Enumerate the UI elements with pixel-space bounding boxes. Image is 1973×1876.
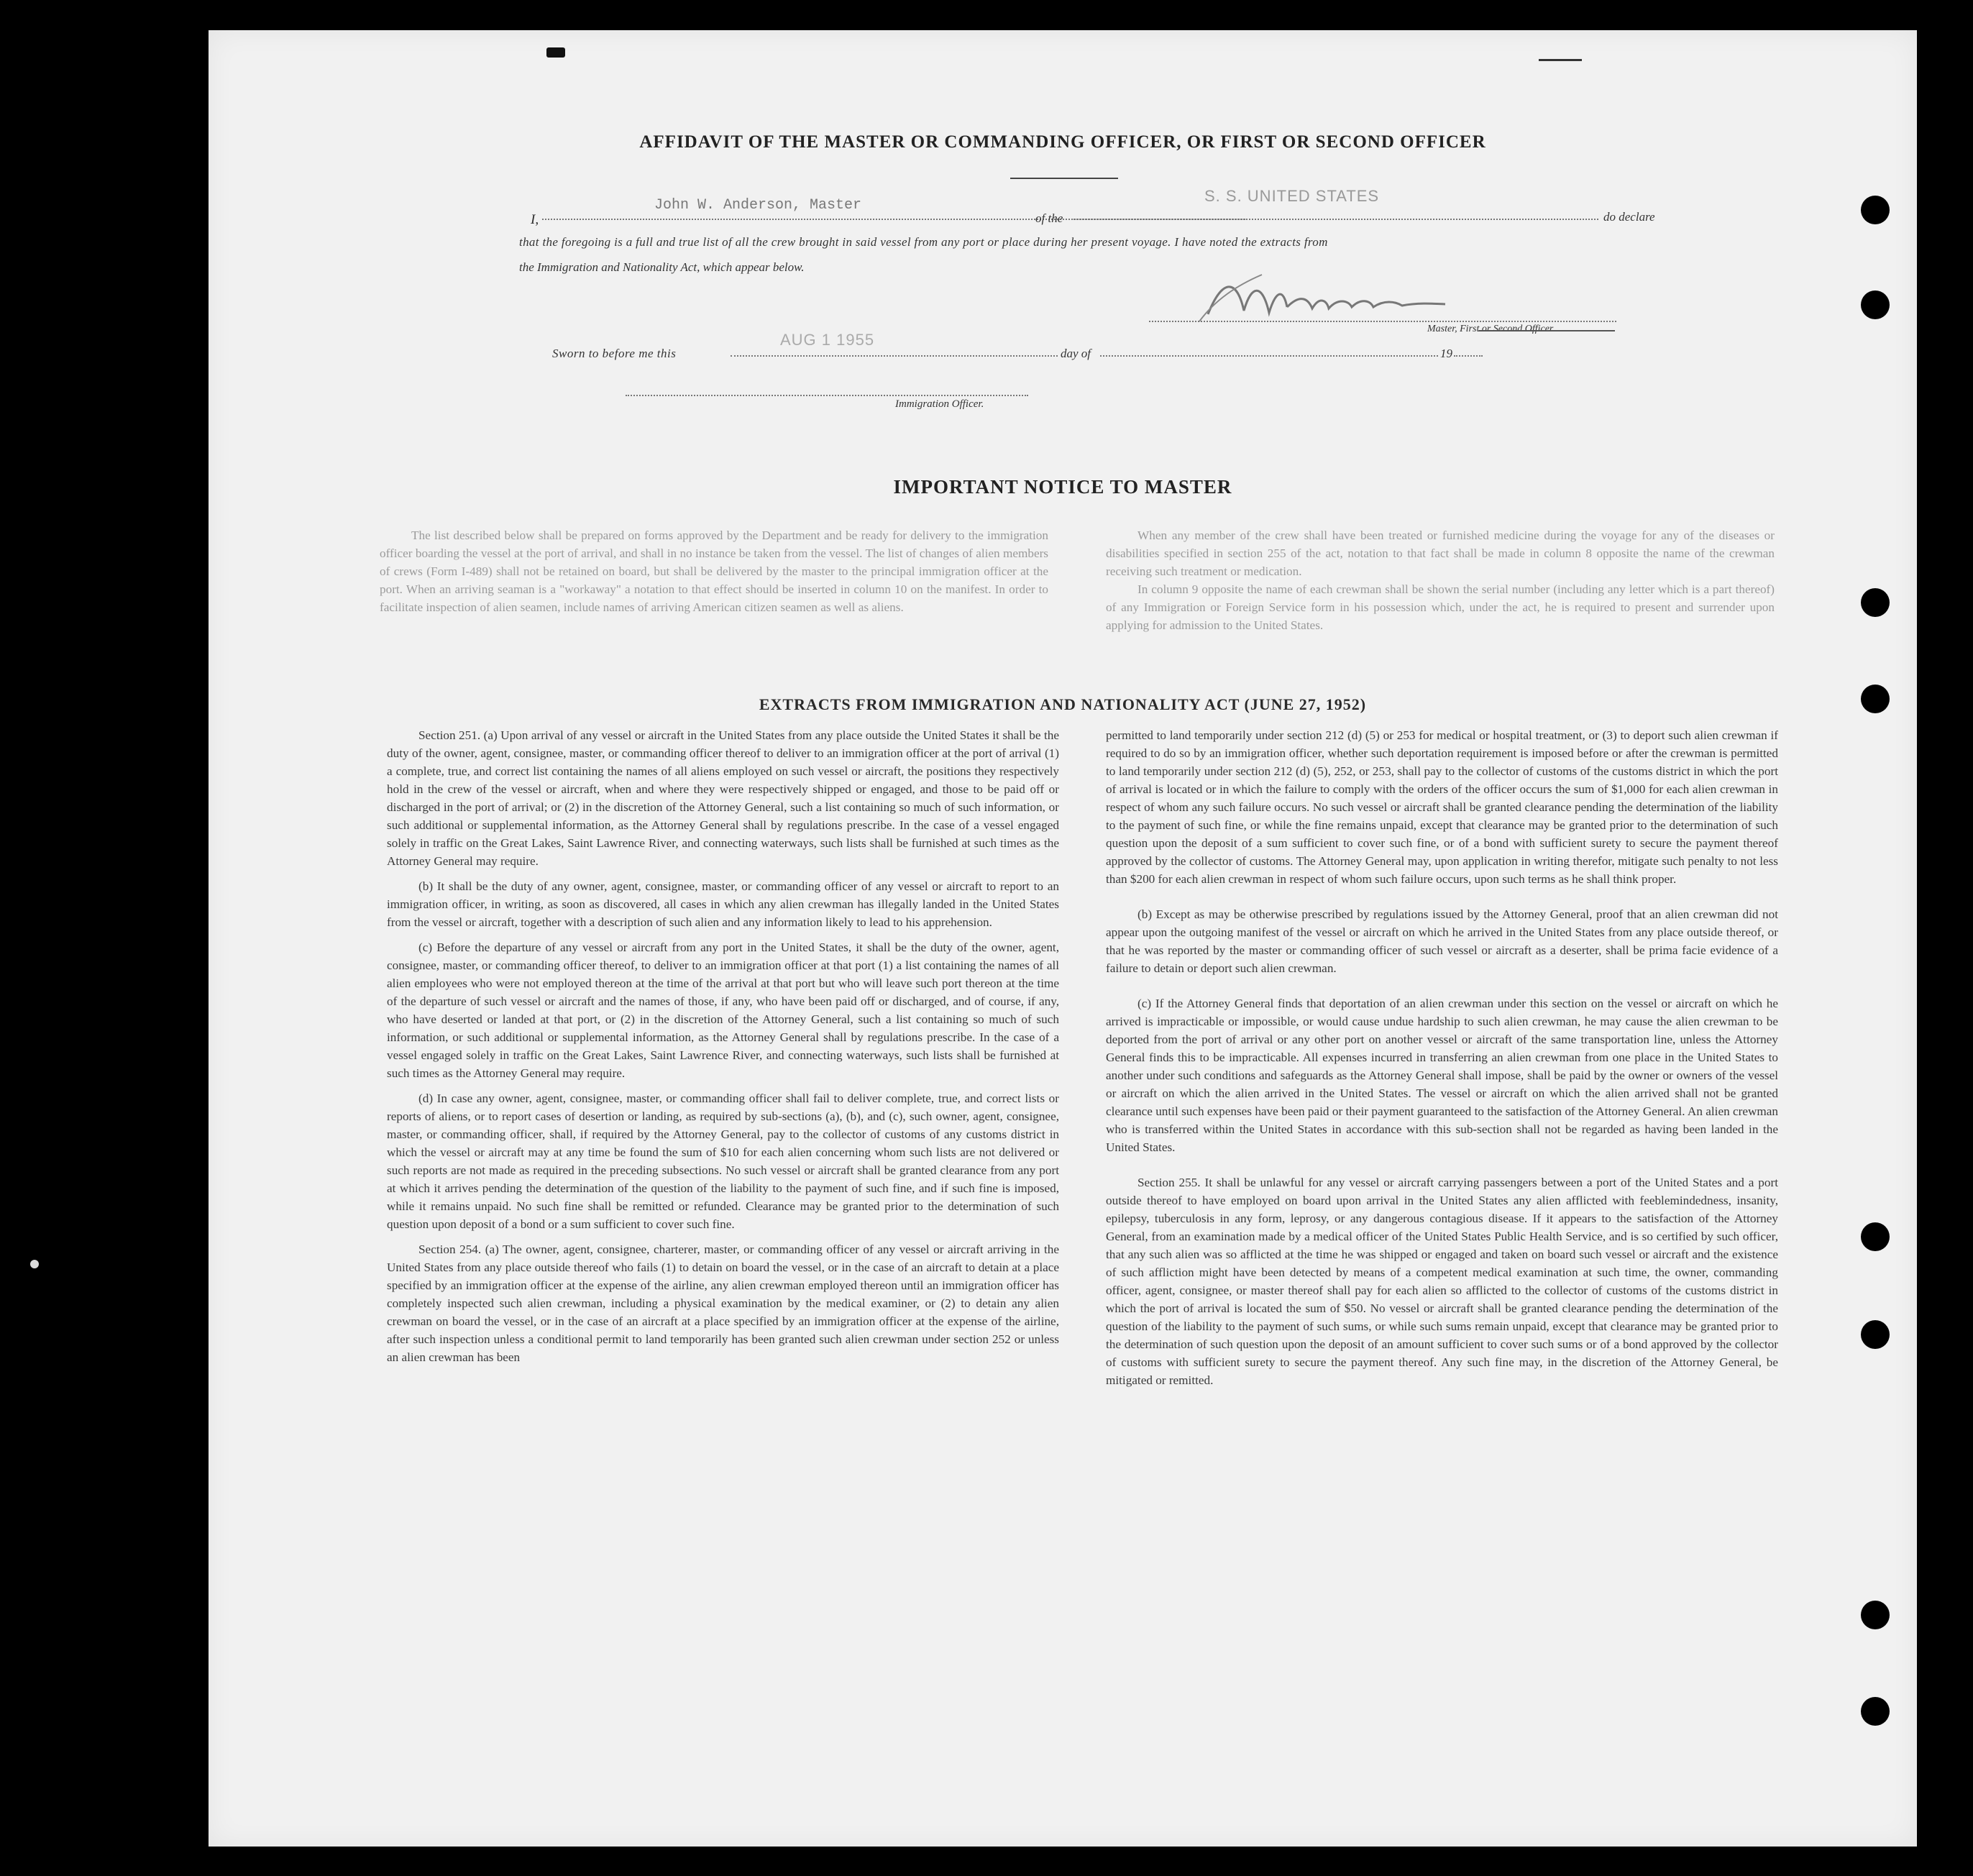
extracts-left-column xyxy=(387,726,1059,1373)
master-signature xyxy=(1194,271,1452,329)
notice-right-text-1: When any member of the crew shall have been treated or furnished medicine during the voyage for any of the diseases or disabilities specified in section 255 of the act, notation to that fact shall be made in column 8 opposite the name of the crewman receiving such treatment or medication. xyxy=(1106,529,1775,578)
corner-mark-right xyxy=(1539,59,1582,61)
day-of-line xyxy=(1100,355,1438,357)
statement-line-1: that the foregoing is a full and true list of all the crew brought in said vessel from any port or place during her present voyage. I have noted the extracts from xyxy=(519,235,1328,249)
officer-signature-line xyxy=(626,395,1028,396)
year-line xyxy=(1454,355,1483,357)
vessel-line xyxy=(1074,219,1598,220)
day-of-label: day of xyxy=(1061,347,1091,360)
extracts-title: EXTRACTS FROM IMMIGRATION AND NATIONALITY ACT (JUNE 27, 1952) xyxy=(759,695,1367,713)
sworn-date-stamp: AUG 1 1955 xyxy=(780,331,875,349)
section-251-b: (b) It shall be the duty of any owner, agent, consignee, master, or commanding officer of any vessel or aircraft to report to an immigration officer, in writing, as soon as discovered, all cases in which any alien crewman has illegally landed in the United States from the vessel or aircraft, together with a description of such alien and any information likely to lead to his apprehension. xyxy=(387,879,1059,929)
section-254-b: (b) Except as may be otherwise prescribed by regulations issued by the Attorney General, proof that an alien crewman did not appear upon the outgoing manifest of the vessel or aircraft on which he arrived in the United States from any place outside thereof, or that he was reported by the master or commanding officer of such vessel or aircraft as a deserter, shall be prima facie evidence of a failure to detain or deport such alien crewman. xyxy=(1106,907,1778,975)
corner-mark-left xyxy=(546,47,565,58)
master-name-field: John W. Anderson, Master xyxy=(654,197,862,214)
section-255: Section 255. It shall be unlawful for any vessel or aircraft carrying passengers between a port of the United States and a port outside thereof to have employed on board upon arrival in the United States any alien afflicted with feeblemindedness, insanity, epilepsy, tuberculosis in any form, leprosy, or any dangerous contagious disease. If it appears to the satisfaction of the Attorney General, from an examination made by a medical officer of the United States Public Health Service, and is so certified by such officer, that any such alien was so afflicted at the time he was shipped or engaged and taken on board such vessel or aircraft and the existence of such affliction might have been detected by means of a competent medical examination at such time, the owner, commanding officer, agent, consignee, or master thereof shall pay for each alien so afflicted to the collector of customs of the customs district in which the port of arrival is located the sum of $50. No vessel or aircraft shall be granted clearance pending the determination of the question of the liability to the payment of such sums, or while such sums remain unpaid, except that clearance may be granted prior to the determination of such question upon the deposit of an amount sufficient to cover such sums or of a bond approved by the collector of customs with sufficient surety to secure the payment thereof. Any such fine may, in the discretion of the Attorney General, be mitigated or remitted. xyxy=(1106,1176,1778,1387)
binder-hole-2 xyxy=(1861,290,1890,319)
sworn-date-line xyxy=(731,355,1058,357)
affidavit-title: AFFIDAVIT OF THE MASTER OR COMMANDING OFFICER, OR FIRST OR SECOND OFFICER xyxy=(639,132,1486,152)
year-prefix: 19 xyxy=(1440,347,1452,360)
binder-hole-1 xyxy=(1861,196,1890,224)
binder-hole-7 xyxy=(1861,1601,1890,1629)
sworn-prefix: Sworn to before me this xyxy=(552,347,677,360)
binder-hole-6 xyxy=(1861,1320,1890,1349)
signature-caption-text: Master, First or Second Officer. xyxy=(1427,324,1555,334)
binder-hole-8 xyxy=(1861,1697,1890,1726)
notice-right-text-2: In column 9 opposite the name of each crewman shall be shown the serial number (including any letter which is a part thereof) of any Immigration or Foreign Service form in his possession which, under the act, he is required to present and surrender upon applying for admission to the United States. xyxy=(1106,582,1775,632)
strikeout-line xyxy=(1478,330,1615,331)
section-251-c: (c) Before the departure of any vessel or aircraft from any port in the United States, it shall be the duty of the owner, agent, consignee, master, or commanding officer thereof, to deliver to an immigration officer at that port (1) a list containing the names of all alien employees who were not employed thereon at the time of the arrival at that port but who will leave such port thereon at the time of the departure of such vessel or aircraft and the names of those, if any, who have been paid off or discharged, and of course, if any, who have deserted or landed at that port, or (2) in the discretion of the Attorney General, such a list containing so much of such information, or such additional or supplemental information, as the Attorney General shall by regulations prescribe. In the case of a vessel engaged solely in traffic on the Great Lakes, Saint Lawrence River, and connecting waterways, such lists shall be furnished at such times as the Attorney General may require. xyxy=(387,941,1059,1080)
do-declare-label: do declare xyxy=(1603,210,1655,224)
vessel-name-field: S. S. UNITED STATES xyxy=(1204,187,1380,205)
section-251-d: (d) In case any owner, agent, consignee, master, or commanding officer shall fail to deliver complete, true, and correct lists or reports of aliens, or to report cases of desertion or landing, as required by sub-sections (a), (b), and (c), such owner, agent, consignee, master, or commanding officer, shall, if required by the Attorney General, pay to the collector of customs of any customs district in which the vessel or aircraft may at any time be found the sum of $10 for each alien concerning whom such lists are not delivered or such reports are not made as required in the preceding subsections. No such vessel or aircraft shall be granted clearance from any port at which it arrives pending the determination of the question of the liability to the payment of such fine, and if such fine is imposed, while it remains unpaid. No such fine shall be remitted or refunded. Clearance may be granted prior to the determination of such question upon deposit of a bond or a sum sufficient to cover such fine. xyxy=(387,1092,1059,1231)
notice-left-column xyxy=(380,526,1048,623)
notice-title: IMPORTANT NOTICE TO MASTER xyxy=(893,476,1232,498)
binder-hole-3 xyxy=(1861,588,1890,617)
notice-right-column xyxy=(1106,526,1775,641)
notice-left-text: The list described below shall be prepared on forms approved by the Department and be ready for delivery to the immigration officer boarding the vessel at the port of arrival, and shall in no instance be taken from the vessel. The list of changes of alien members of crews (Form I-489) shall not be retained on board, but shall be delivered by the master to the principal immigration officer at the port. When an arriving seaman is a "workaway" a notation to that effect should be inserted in column 10 on the manifest. In order to facilitate inspection of alien seamen, include names of arriving American citizen seamen as well as aliens. xyxy=(380,529,1048,614)
signature-line xyxy=(1149,321,1616,322)
section-254-c: (c) If the Attorney General finds that deportation of an alien crewman under this section on the vessel or aircraft on which he arrived is impracticable or impossible, or would cause undue hardship to such alien crewman, he may cause the alien crewman to be deported from the port of arrival or any other port on another vessel or aircraft of the same transportation line, unless the Attorney General finds this to be impracticable. All expenses incurred in transferring an alien crewman from one place in the United States to another under such conditions and safeguards as the Attorney General shall impose, shall be paid by the owner or owners of the vessel or aircraft on which the alien arrived in the United States. The vessel or aircraft on which the alien arrived shall not be granted clearance until such expenses have been paid or their payment guaranteed to the satisfaction of the Attorney General. An alien crewman who is transferred within the United States in accordance with this sub-section shall not be regarded as having been landed in the United States. xyxy=(1106,997,1778,1154)
officer-caption: Immigration Officer. xyxy=(895,398,984,410)
binder-hole-4 xyxy=(1861,685,1890,713)
statement-line-2: the Immigration and Nationality Act, which appear below. xyxy=(519,260,805,274)
section-251-a: Section 251. (a) Upon arrival of any vessel or aircraft in the United States from any place outside the United States it shall be the duty of the owner, agent, consignee, master, or commanding officer thereof to deliver to an immigration officer at the port of arrival (1) a complete, true, and correct list containing the names of all aliens employed on such vessel or aircraft, the positions they respectively hold in the crew of the vessel or aircraft, when and where they were respectively shipped or engaged, and those to be paid off or discharged in the port of arrival; or (2) in the discretion of the Attorney General, such a list containing so much of such information, or such additional or supplemental information, as the Attorney General shall by regulations prescribe. In the case of a vessel engaged solely in traffic on the Great Lakes, Saint Lawrence River, and connecting waterways, such lists shall be furnished at such times as the Attorney General may require. xyxy=(387,728,1059,868)
declaration-prefix: I, xyxy=(531,212,539,227)
signature-caption xyxy=(1427,324,1555,335)
binder-hole-5 xyxy=(1861,1222,1890,1251)
of-the-label: of the xyxy=(1035,211,1063,225)
scan-speck xyxy=(30,1260,39,1268)
document-page xyxy=(209,30,1917,1847)
section-254-a-cont: permitted to land temporarily under section 212 (d) (5) or 253 for medical or hospital treatment, or (3) to deport such alien crewman if required to do so by an immigration officer, whether such deportation requirement is imposed before or after the crewman is permitted to land temporarily under section 212 (d) (5), 252, or 253, shall pay to the collector of customs of the customs district in which the port of arrival is located or in which the failure to comply with the orders of the officer occurs the sum of $1,000 for each alien crewman in respect of whom any such failure occurs. No such vessel or aircraft shall be granted clearance pending the determination of the liability to the payment of such fine, or while the fine remains unpaid, except that clearance may be granted prior to the determination of such question upon the deposit of a sum sufficient to cover such fine, or of a bond with sufficient surety to secure the payment thereof approved by the collector of customs. The Attorney General may, upon application in writing therefor, mitigate such penalty to not less than $200 for each alien crewman in respect of whom such failure occurs, upon such terms as he shall think proper. xyxy=(1106,728,1778,886)
title-rule xyxy=(1010,178,1118,179)
section-254-a: Section 254. (a) The owner, agent, consignee, charterer, master, or commanding officer of any vessel or aircraft arriving in the United States from any place outside thereof who fails (1) to detain on board the vessel, or in the case of an aircraft to detain at a place specified by an immigration officer at the expense of the airline, any alien crewman employed thereon until an immigration officer has completely inspected such alien crewman, including a physical examination by the medical examiner, or (2) to detain any alien crewman on board the vessel, or in the case of an aircraft at a place specified by an immigration officer at the expense of the airline, after such inspection unless a conditional permit to land temporarily has been granted such alien crewman under section 252 or unless an alien crewman has been xyxy=(387,1243,1059,1364)
extracts-right-column xyxy=(1106,726,1778,1396)
